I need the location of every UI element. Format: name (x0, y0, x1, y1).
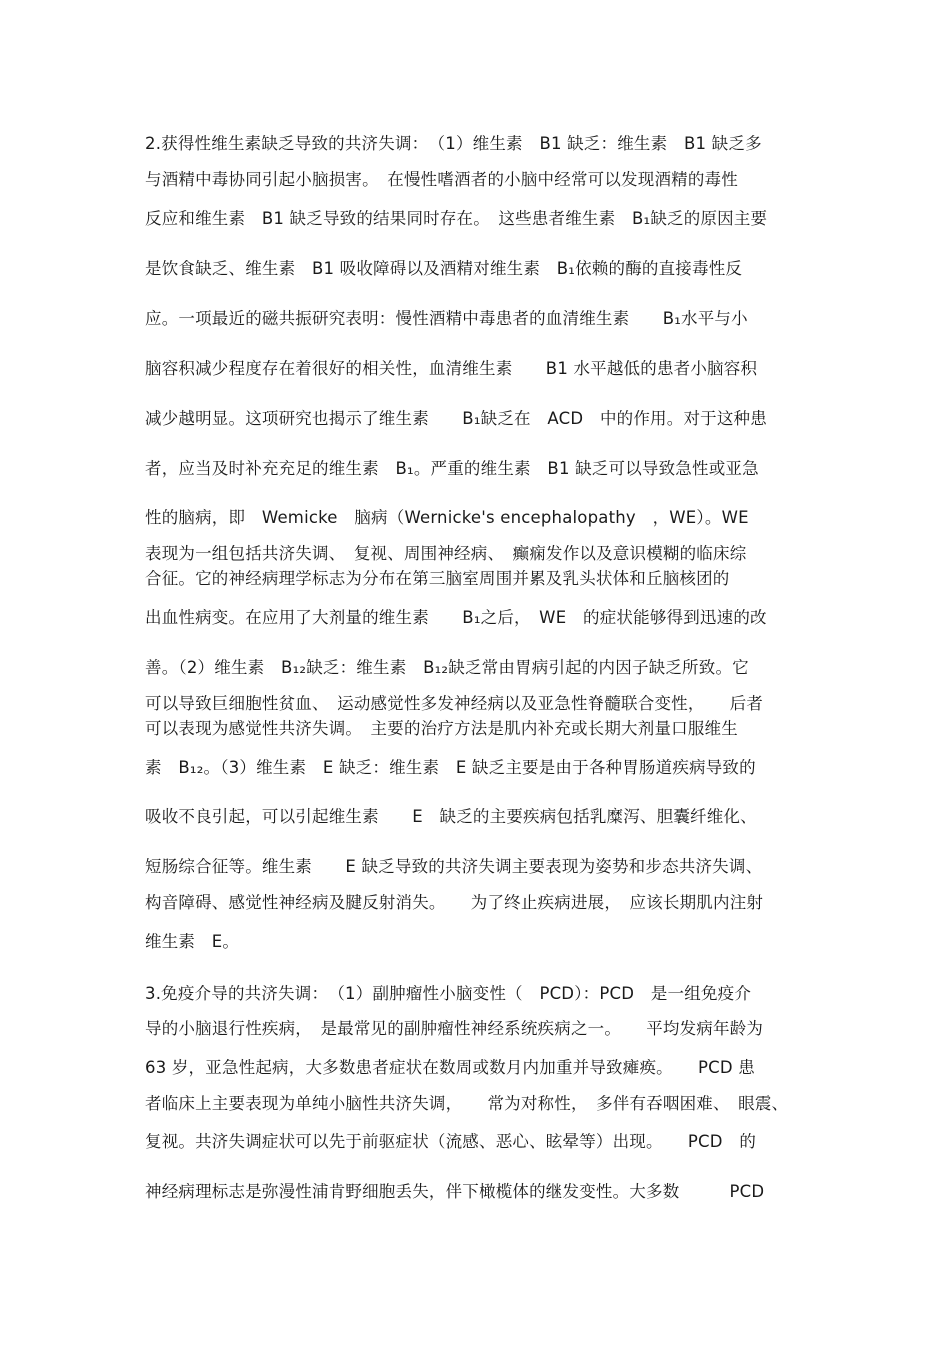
text-line: 是饮食缺乏、维生素 B1 吸收障碍以及酒精对维生素 B₁依赖的酶的直接毒性反 (145, 259, 743, 278)
text-line: 3.免疫介导的共济失调： （1）副肿瘤性小脑变性（ PCD）：PCD 是一组免疫介 (145, 984, 752, 1003)
text-line: 可以导致巨细胞性贫血、 运动感觉性多发神经病以及亚急性脊髓联合变性， 后者 (145, 694, 764, 713)
text-line: 吸收不良引起，可以引起维生素 E 缺乏的主要疾病包括乳糜泻、胆囊纤维化、 (145, 807, 757, 826)
text-line: 导的小脑退行性疾病， 是最常见的副肿瘤性神经系统疾病之一。 平均发病年龄为 (145, 1019, 764, 1038)
text-line: 出血性病变。在应用了大剂量的维生素 B₁之后， WE 的症状能够得到迅速的改 (145, 608, 767, 627)
text-line: 神经病理标志是弥漫性浦肯野细胞丢失，伴下橄榄体的继发变性。大多数 PCD (145, 1182, 765, 1201)
text-line: 脑容积减少程度存在着很好的相关性，血清维生素 B1 水平越低的患者小脑容积 (145, 359, 758, 378)
text-line: 短肠综合征等。维生素 E 缺乏导致的共济失调主要表现为姿势和步态共济失调、 (145, 857, 763, 876)
text-line: 复视。共济失调症状可以先于前驱症状（流感、恶心、眩晕等）出现。 PCD 的 (145, 1132, 757, 1151)
text-line: 者，应当及时补充充足的维生素 B₁。严重的维生素 B1 缺乏可以导致急性或亚急 (145, 459, 759, 478)
text-line: 2.获得性维生素缺乏导致的共济失调： （1）维生素 B1 缺乏：维生素 B1 缺乏多 (145, 134, 762, 153)
text-line: 构音障碍、感觉性神经病及腱反射消失。 为了终止疾病进展， 应该长期肌内注射 (145, 893, 764, 912)
text-line: 减少越明显。这项研究也揭示了维生素 B₁缺乏在 ACD 中的作用。对于这种患 (145, 409, 767, 428)
text-line: 反应和维生素 B1 缺乏导致的结果同时存在。 这些患者维生素 B₁缺乏的原因主要 (145, 209, 768, 228)
text-line: 可以表现为感觉性共济失调。 主要的治疗方法是肌内补充或长期大剂量口服维生 (145, 719, 738, 738)
text-line: 应。一项最近的磁共振研究表明：慢性酒精中毒患者的血清维生素 B₁水平与小 (145, 309, 748, 328)
text-line: 表现为一组包括共济失调、 复视、周围神经病、 癫痫发作以及意识模糊的临床综 (145, 544, 747, 563)
text-line: 合征。它的神经病理学标志为分布在第三脑室周围并累及乳头状体和丘脑核团的 (145, 569, 730, 588)
text-line: 者临床上主要表现为单纯小脑性共济失调， 常为对称性， 多伴有吞咽困难、 眼震、 (145, 1094, 789, 1113)
text-line: 与酒精中毒协同引起小脑损害。 在慢性嗜酒者的小脑中经常可以发现酒精的毒性 (145, 170, 738, 189)
text-line: 维生素 E。 (145, 932, 240, 951)
text-line: 善。（2）维生素 B₁₂缺乏：维生素 B₁₂缺乏常由胃病引起的内因子缺乏所致。它 (145, 658, 749, 677)
text-line: 素 B₁₂。（3）维生素 E 缺乏：维生素 E 缺乏主要是由于各种胃肠道疾病导致的 (145, 758, 756, 777)
text-line: 63 岁，亚急性起病，大多数患者症状在数周或数月内加重并导致瘫痪。 PCD 患 (145, 1058, 755, 1077)
text-line: 性的脑病，即 Wemicke 脑病（Wernicke's encephalopathy ，WE）。WE (145, 508, 749, 527)
